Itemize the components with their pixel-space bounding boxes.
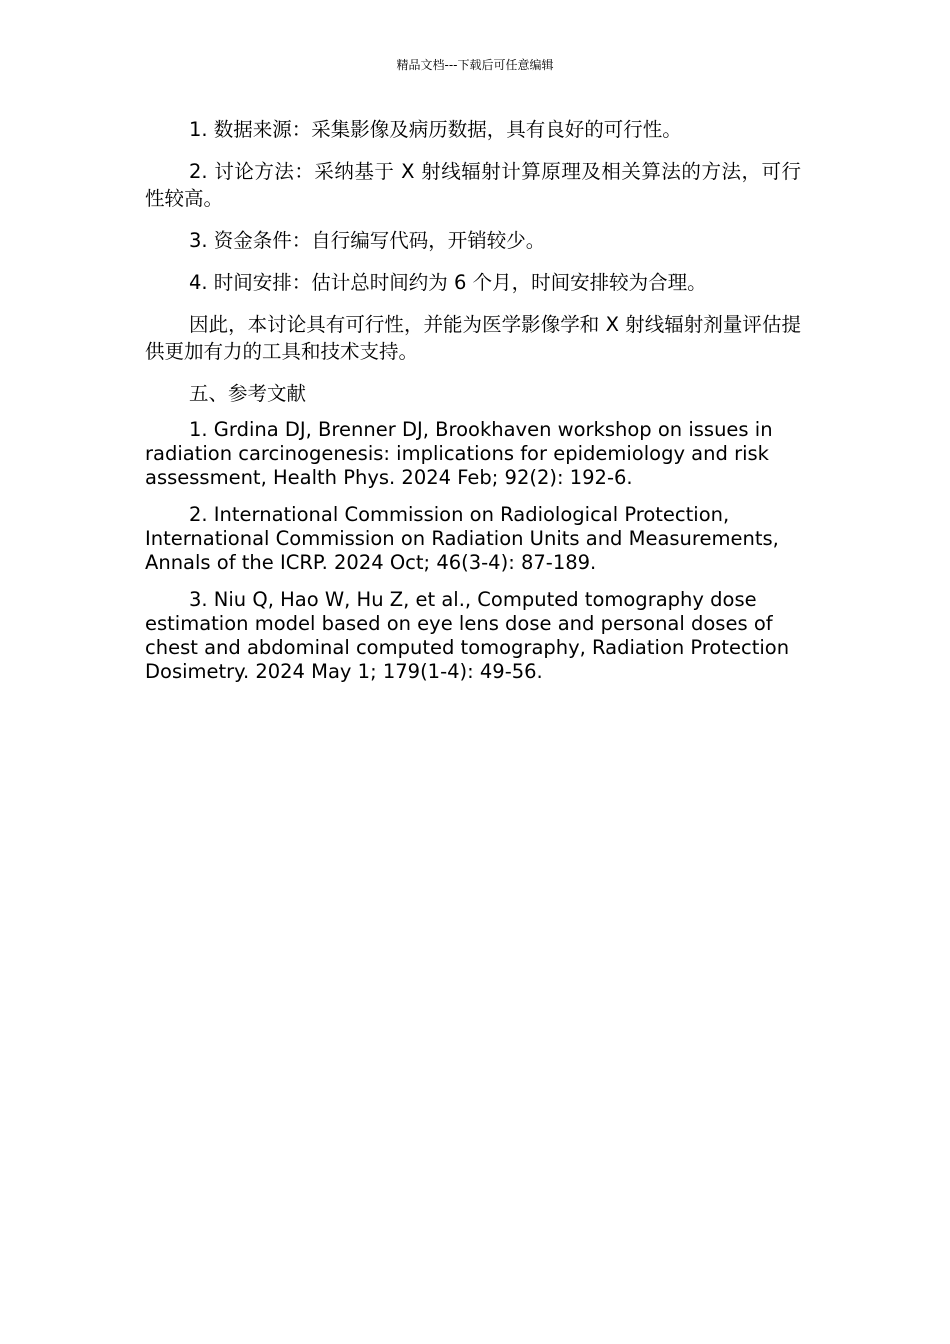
document-body: [145, 116, 801, 697]
paragraph-funding: 3. 资金条件：自行编写代码，开销较少。: [189, 229, 546, 252]
reference-item-3: 3. Niu Q, Hao W, Hu Z, et al., Computed tomography dose estimation model based on eye lens dose and personal doses of chest and abdominal computed tomography, Radiation Protection Dosimetry. 2024 May 1; 179(1-4): 49-56.: [145, 588, 790, 683]
reference-item-1: 1. Grdina DJ, Brenner DJ, Brookhaven workshop on issues in radiation carcinogenesis: implications for epidemiology and risk assessment, Health Phys. 2024 Feb; 92(2): 192-6.: [145, 418, 773, 489]
paragraph-conclusion: 因此，本讨论具有可行性，并能为医学影像学和 X 射线辐射剂量评估提供更加有力的工具和技术支持。: [145, 313, 801, 363]
section-title-references: 五、参考文献: [189, 382, 307, 405]
paragraph-data-source: 1. 数据来源：采集影像及病历数据，具有良好的可行性。: [189, 118, 682, 141]
paragraph-method: 2. 讨论方法：采纳基于 X 射线辐射计算原理及相关算法的方法，可行性较高。: [145, 160, 801, 210]
reference-item-2: 2. International Commission on Radiological Protection, International Commission on Radiation Units and Measurements, Annals of the ICRP. 2024 Oct; 46(3-4): 87-189.: [145, 503, 779, 574]
paragraph-schedule: 4. 时间安排：估计总时间约为 6 个月，时间安排较为合理。: [189, 271, 707, 294]
page-header: 精品文档---下载后可任意编辑: [396, 58, 554, 72]
